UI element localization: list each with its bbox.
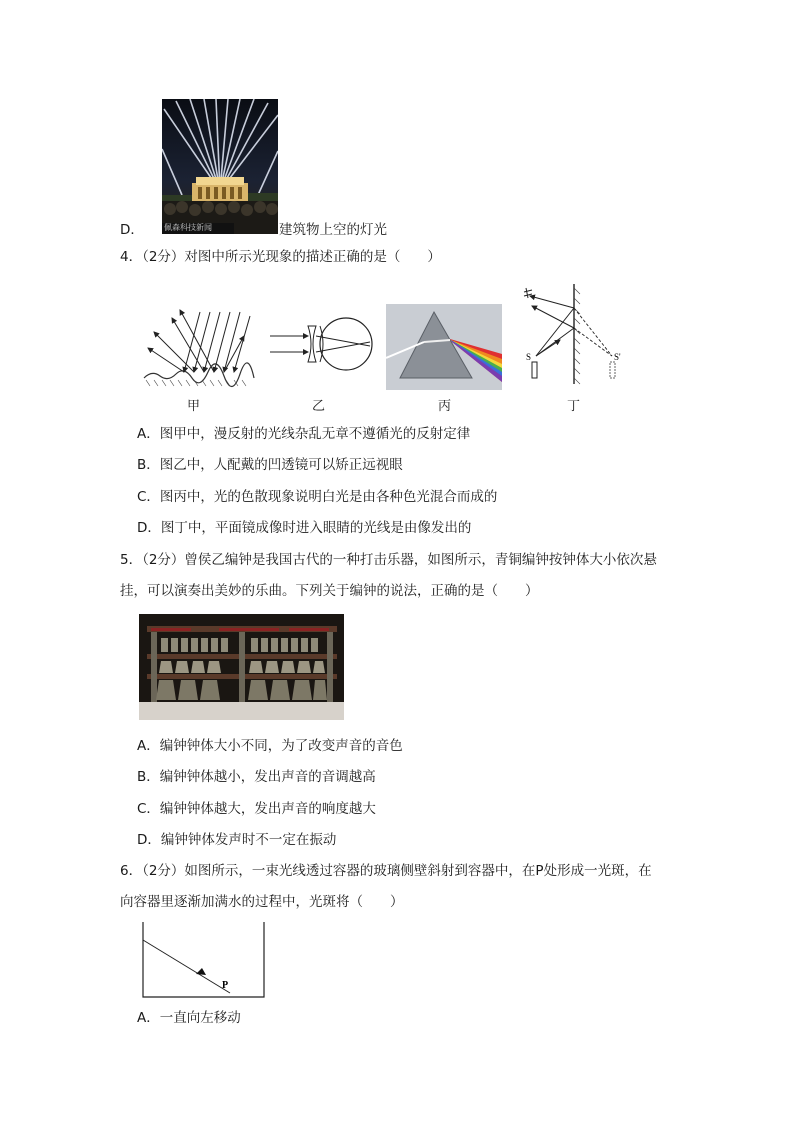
q4-option-d: D．图丁中，平面镜成像时进入眼睛的光线是由像发出的 (137, 520, 472, 536)
figure-label-yi: 乙 (312, 399, 326, 414)
q5-option-a: A．编钟钟体大小不同，为了改变声音的音色 (137, 738, 403, 754)
q6-stem-line1: 6．（2分）如图所示，一束光线透过容器的玻璃侧壁斜射到容器中，在P处形成一光斑，在 (120, 863, 652, 879)
label-s: S (526, 352, 532, 362)
figure-jia-diffuse-reflection (140, 306, 256, 390)
q6-option-a: A．一直向左移动 (137, 1010, 241, 1026)
label-s-prime: S' (614, 352, 621, 362)
building-lights-photo (162, 99, 278, 234)
figure-label-jia: 甲 (187, 399, 201, 414)
q5-option-c: C．编钟钟体越大，发出声音的响度越大 (137, 801, 376, 817)
q4-option-b: B．图乙中，人配戴的凹透镜可以矫正远视眼 (137, 457, 403, 473)
q4-option-a: A．图甲中，漫反射的光线杂乱无章不遵循光的反射定律 (137, 426, 471, 442)
photo-watermark: 佩森科技新闻 (164, 223, 212, 232)
q3-option-d-label: D． (120, 222, 144, 238)
figure-label-bing: 丙 (438, 399, 452, 414)
q4-stem: 4．（2分）对图中所示光现象的描述正确的是（ ） (120, 249, 441, 265)
q5-option-d: D．编钟钟体发声时不一定在振动 (137, 832, 337, 848)
point-p-label: P (222, 980, 229, 991)
q3-option-d-text: 建筑物上空的灯光 (279, 222, 387, 238)
q4-option-c: C．图丙中，光的色散现象说明白光是由各种色光混合而成的 (137, 489, 498, 505)
figure-label-ding: 丁 (567, 399, 581, 414)
building-lights-illustration (162, 99, 278, 234)
q5-stem-line2: 挂，可以演奏出美妙的乐曲。下列关于编钟的说法，正确的是（ ） (120, 583, 539, 599)
figure-yi-eye-lens (268, 316, 376, 372)
figure-bing-prism (386, 304, 502, 390)
q5-option-b: B．编钟钟体越小，发出声音的音调越高 (137, 769, 376, 785)
figure-ding-plane-mirror (520, 282, 636, 386)
bronze-bells-photo (139, 614, 344, 720)
q6-stem-line2: 向容器里逐渐加满水的过程中，光斑将（ ） (120, 894, 404, 910)
q5-stem-line1: 5．（2分）曾侯乙编钟是我国古代的一种打击乐器，如图所示，青铜编钟按钟体大小依次悬 (120, 552, 657, 568)
container-light-diagram (142, 922, 266, 1000)
